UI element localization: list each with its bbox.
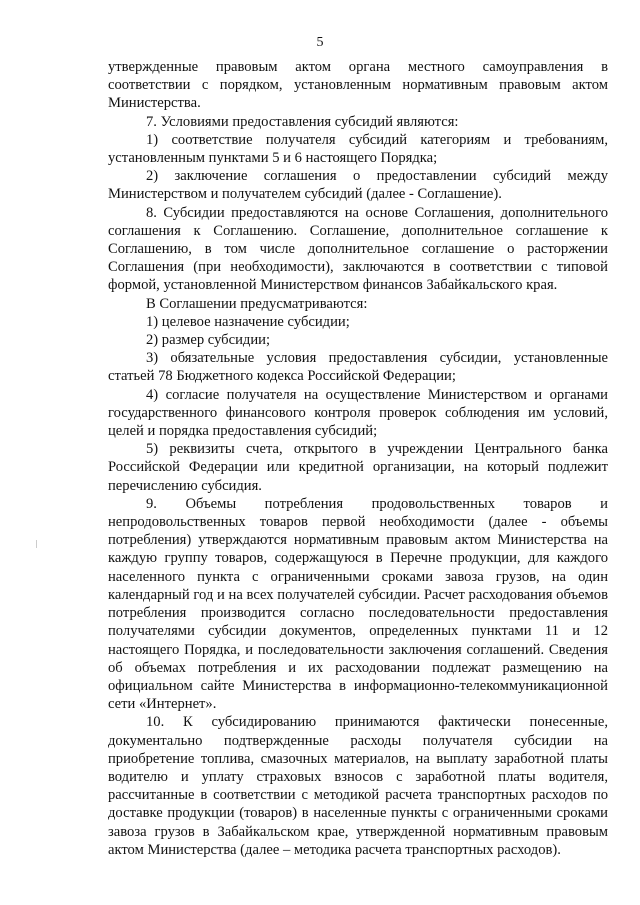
paragraph-clause-10: 10. К субсидированию принимаются фактически понесенные, документально подтвержденные расходы получателя субсидии на приобретение топлива, смазочных материалов, на выплату заработной платы водителю и уплату страховых взносов с заработной платы водителя, рассчитанные в соответствии с методикой расчета транспортных расходов по доставке продукции (товаров) в населенные пункты с ограниченными сроками завоза грузов в Забайкальском крае, утвержденной нормативным правовым актом Министерства (далее – методика расчета транспортных расходов). bbox=[108, 714, 608, 858]
paragraph-continuation: утвержденные правовым актом органа местного самоуправления в соответствии с порядком, установленным нормативным правовым актом Министерства. bbox=[108, 59, 608, 112]
paragraph-provision-1: 1) целевое назначение субсидии; bbox=[146, 313, 350, 330]
paragraph-provision-5: 5) реквизиты счета, открытого в учреждении Центрального банка Российской Федерации или кредитной организации, на который подлежит перечислению субсидия. bbox=[108, 441, 608, 494]
scan-artifact bbox=[36, 540, 37, 548]
paragraph-clause-7: 7. Условиями предоставления субсидий являются: bbox=[146, 113, 459, 130]
paragraph-clause-8: 8. Субсидии предоставляются на основе Соглашения, дополнительного соглашения к Соглашению. Соглашение, дополнительное соглашение к Соглашению, в том числе дополнительное соглашение о расторжении Соглашения (при необходимости), заключаются в соответствии с типовой формой, установленной Министерством финансов Забайкальского края. bbox=[108, 204, 608, 294]
paragraph-clause-9: 9. Объемы потребления продовольственных товаров и непродовольственных товаров первой необходимости (далее - объемы потребления) утверждаются нормативным правовым актом Министерства на каждую группу товаров, содержащуюся в Перечне продукции, для каждого населенного пункта с ограниченными сроками завоза грузов, на один календарный год и на всех получателей субсидии. Расчет расходования объемов потребления производится согласно последовательности предоставления получателями субсидии документов, определенных пунктами 11 и 12 настоящего Порядка, и последовательности заключения соглашений. Сведения об объемах потребления и их расходовании подлежат размещению на официальном сайте Министерства в информационно-телекоммуникационной сети «Интернет». bbox=[108, 495, 608, 713]
document-body bbox=[108, 58, 608, 859]
paragraph-agreement-provisions: В Соглашении предусматриваются: bbox=[146, 295, 368, 312]
paragraph-provision-2: 2) размер субсидии; bbox=[146, 332, 270, 349]
paragraph-provision-3: 3) обязательные условия предоставления субсидии, установленные статьей 78 Бюджетного кодекса Российской Федерации; bbox=[108, 350, 608, 385]
paragraph-clause-7-item-2: 2) заключение соглашения о предоставлении субсидий между Министерством и получателем субсидий (далее - Соглашение). bbox=[108, 168, 608, 203]
paragraph-provision-4: 4) согласие получателя на осуществление Министерством и органами государственного финансового контроля проверок соблюдения им условий, целей и порядка предоставления субсидий; bbox=[108, 386, 608, 440]
page-number: 5 bbox=[316, 35, 324, 50]
paragraph-clause-7-item-1: 1) соответствие получателя субсидий категориям и требованиям, установленным пунктами 5 и 6 настоящего Порядка; bbox=[108, 131, 608, 167]
